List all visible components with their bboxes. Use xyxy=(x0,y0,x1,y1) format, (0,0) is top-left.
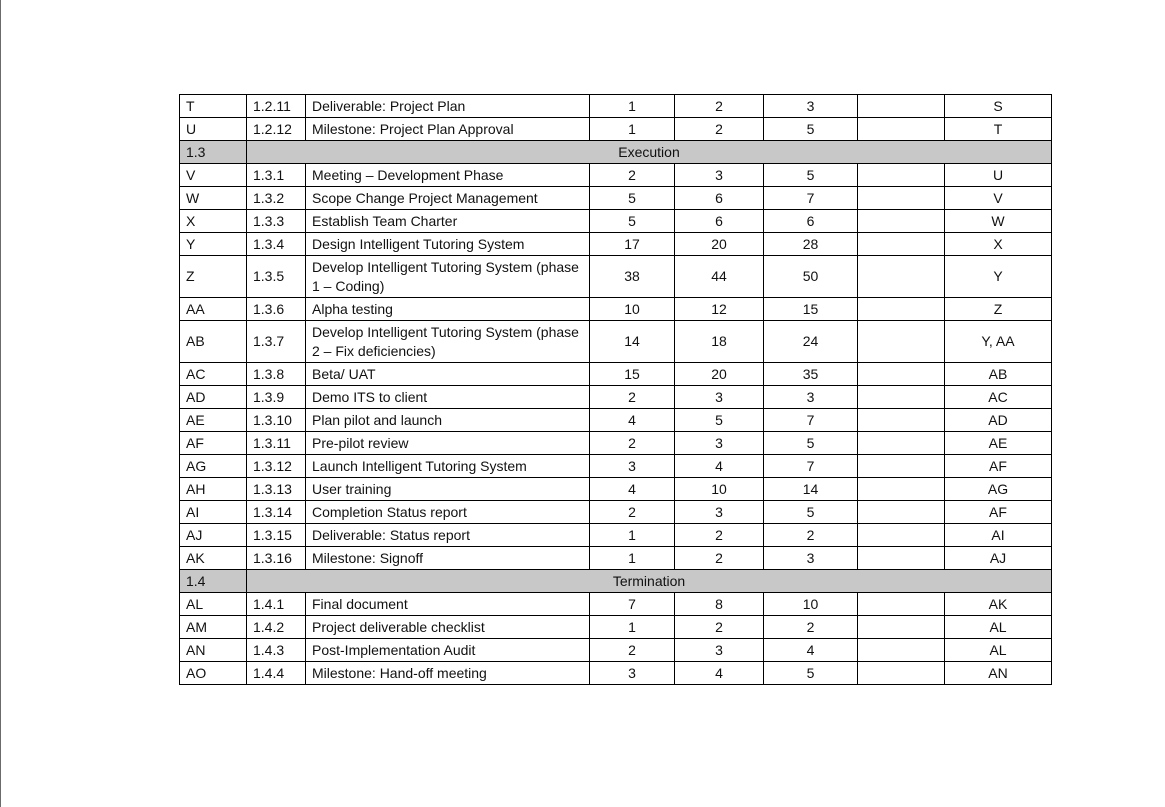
predecessor-cell: W xyxy=(945,210,1052,233)
expected-cell xyxy=(858,409,945,432)
optimistic-cell: 4 xyxy=(590,478,675,501)
table-row xyxy=(180,501,1052,524)
most-likely-cell: 12 xyxy=(675,298,764,321)
most-likely-cell: 2 xyxy=(675,95,764,118)
pessimistic-cell: 2 xyxy=(764,524,858,547)
optimistic-cell: 4 xyxy=(590,409,675,432)
wbs-cell: 1.3.15 xyxy=(247,524,306,547)
activity-cell: AI xyxy=(180,501,247,524)
wbs-cell: 1.3.13 xyxy=(247,478,306,501)
most-likely-cell: 8 xyxy=(675,593,764,616)
task-name-cell: Milestone: Signoff xyxy=(306,547,590,570)
expected-cell xyxy=(858,298,945,321)
predecessor-cell: AL xyxy=(945,616,1052,639)
schedule-table-body xyxy=(180,95,1052,685)
phase-title-cell: Termination xyxy=(247,570,1052,593)
activity-cell: AB xyxy=(180,321,247,363)
task-name-cell: Alpha testing xyxy=(306,298,590,321)
wbs-cell: 1.3.4 xyxy=(247,233,306,256)
optimistic-cell: 2 xyxy=(590,164,675,187)
activity-cell: AH xyxy=(180,478,247,501)
wbs-cell: 1.3.7 xyxy=(247,321,306,363)
predecessor-cell: T xyxy=(945,118,1052,141)
optimistic-cell: 2 xyxy=(590,639,675,662)
table-row xyxy=(180,363,1052,386)
phase-wbs-cell: 1.3 xyxy=(180,141,247,164)
optimistic-cell: 2 xyxy=(590,386,675,409)
pessimistic-cell: 6 xyxy=(764,210,858,233)
most-likely-cell: 2 xyxy=(675,616,764,639)
activity-cell: W xyxy=(180,187,247,210)
phase-row xyxy=(180,141,1052,164)
most-likely-cell: 6 xyxy=(675,187,764,210)
predecessor-cell: Y, AA xyxy=(945,321,1052,363)
expected-cell xyxy=(858,187,945,210)
most-likely-cell: 3 xyxy=(675,501,764,524)
task-name-cell: Pre-pilot review xyxy=(306,432,590,455)
expected-cell xyxy=(858,164,945,187)
table-row xyxy=(180,547,1052,570)
most-likely-cell: 20 xyxy=(675,233,764,256)
most-likely-cell: 3 xyxy=(675,432,764,455)
pessimistic-cell: 5 xyxy=(764,662,858,685)
predecessor-cell: AF xyxy=(945,455,1052,478)
task-name-cell: Completion Status report xyxy=(306,501,590,524)
predecessor-cell: AI xyxy=(945,524,1052,547)
expected-cell xyxy=(858,639,945,662)
predecessor-cell: AF xyxy=(945,501,1052,524)
expected-cell xyxy=(858,593,945,616)
optimistic-cell: 1 xyxy=(590,95,675,118)
wbs-cell: 1.2.12 xyxy=(247,118,306,141)
most-likely-cell: 2 xyxy=(675,524,764,547)
task-name-cell: Final document xyxy=(306,593,590,616)
optimistic-cell: 1 xyxy=(590,547,675,570)
expected-cell xyxy=(858,524,945,547)
optimistic-cell: 3 xyxy=(590,455,675,478)
pessimistic-cell: 3 xyxy=(764,386,858,409)
pessimistic-cell: 2 xyxy=(764,616,858,639)
activity-cell: AF xyxy=(180,432,247,455)
predecessor-cell: AG xyxy=(945,478,1052,501)
table-row xyxy=(180,616,1052,639)
wbs-cell: 1.3.11 xyxy=(247,432,306,455)
activity-cell: AJ xyxy=(180,524,247,547)
most-likely-cell: 10 xyxy=(675,478,764,501)
most-likely-cell: 2 xyxy=(675,547,764,570)
table-row xyxy=(180,164,1052,187)
predecessor-cell: AC xyxy=(945,386,1052,409)
table-row xyxy=(180,432,1052,455)
wbs-cell: 1.4.2 xyxy=(247,616,306,639)
pessimistic-cell: 3 xyxy=(764,547,858,570)
pessimistic-cell: 5 xyxy=(764,164,858,187)
pessimistic-cell: 5 xyxy=(764,432,858,455)
table-row xyxy=(180,298,1052,321)
wbs-cell: 1.3.2 xyxy=(247,187,306,210)
predecessor-cell: AJ xyxy=(945,547,1052,570)
activity-cell: AL xyxy=(180,593,247,616)
wbs-cell: 1.4.3 xyxy=(247,639,306,662)
activity-cell: AM xyxy=(180,616,247,639)
activity-cell: AN xyxy=(180,639,247,662)
optimistic-cell: 5 xyxy=(590,187,675,210)
schedule-table xyxy=(179,94,1052,685)
activity-cell: X xyxy=(180,210,247,233)
task-name-cell: Develop Intelligent Tutoring System (phase 1 – Coding) xyxy=(306,256,590,298)
task-name-cell: Design Intelligent Tutoring System xyxy=(306,233,590,256)
wbs-cell: 1.3.5 xyxy=(247,256,306,298)
activity-cell: Z xyxy=(180,256,247,298)
task-name-cell: Beta/ UAT xyxy=(306,363,590,386)
most-likely-cell: 6 xyxy=(675,210,764,233)
wbs-cell: 1.3.9 xyxy=(247,386,306,409)
optimistic-cell: 15 xyxy=(590,363,675,386)
predecessor-cell: AD xyxy=(945,409,1052,432)
expected-cell xyxy=(858,233,945,256)
wbs-cell: 1.3.16 xyxy=(247,547,306,570)
optimistic-cell: 3 xyxy=(590,662,675,685)
table-row xyxy=(180,95,1052,118)
table-row xyxy=(180,187,1052,210)
optimistic-cell: 10 xyxy=(590,298,675,321)
predecessor-cell: X xyxy=(945,233,1052,256)
predecessor-cell: Y xyxy=(945,256,1052,298)
activity-cell: T xyxy=(180,95,247,118)
expected-cell xyxy=(858,386,945,409)
expected-cell xyxy=(858,321,945,363)
predecessor-cell: S xyxy=(945,95,1052,118)
table-row xyxy=(180,593,1052,616)
predecessor-cell: AN xyxy=(945,662,1052,685)
expected-cell xyxy=(858,662,945,685)
expected-cell xyxy=(858,95,945,118)
task-name-cell: Milestone: Project Plan Approval xyxy=(306,118,590,141)
table-row xyxy=(180,210,1052,233)
phase-title-cell: Execution xyxy=(247,141,1052,164)
optimistic-cell: 2 xyxy=(590,432,675,455)
wbs-cell: 1.3.3 xyxy=(247,210,306,233)
predecessor-cell: AK xyxy=(945,593,1052,616)
wbs-cell: 1.3.6 xyxy=(247,298,306,321)
task-name-cell: Deliverable: Project Plan xyxy=(306,95,590,118)
most-likely-cell: 3 xyxy=(675,386,764,409)
activity-cell: AD xyxy=(180,386,247,409)
table-row xyxy=(180,478,1052,501)
task-name-cell: Launch Intelligent Tutoring System xyxy=(306,455,590,478)
optimistic-cell: 17 xyxy=(590,233,675,256)
most-likely-cell: 5 xyxy=(675,409,764,432)
task-name-cell: Post-Implementation Audit xyxy=(306,639,590,662)
task-name-cell: Demo ITS to client xyxy=(306,386,590,409)
table-row xyxy=(180,524,1052,547)
predecessor-cell: AB xyxy=(945,363,1052,386)
task-name-cell: User training xyxy=(306,478,590,501)
table-row xyxy=(180,118,1052,141)
activity-cell: V xyxy=(180,164,247,187)
optimistic-cell: 2 xyxy=(590,501,675,524)
pessimistic-cell: 35 xyxy=(764,363,858,386)
table-row xyxy=(180,455,1052,478)
table-row xyxy=(180,409,1052,432)
task-name-cell: Deliverable: Status report xyxy=(306,524,590,547)
task-name-cell: Meeting – Development Phase xyxy=(306,164,590,187)
wbs-cell: 1.2.11 xyxy=(247,95,306,118)
wbs-cell: 1.4.4 xyxy=(247,662,306,685)
predecessor-cell: AE xyxy=(945,432,1052,455)
optimistic-cell: 1 xyxy=(590,118,675,141)
pessimistic-cell: 50 xyxy=(764,256,858,298)
most-likely-cell: 4 xyxy=(675,455,764,478)
page-left-edge xyxy=(0,0,1,807)
expected-cell xyxy=(858,256,945,298)
activity-cell: AG xyxy=(180,455,247,478)
pessimistic-cell: 5 xyxy=(764,118,858,141)
most-likely-cell: 3 xyxy=(675,164,764,187)
expected-cell xyxy=(858,455,945,478)
most-likely-cell: 3 xyxy=(675,639,764,662)
activity-cell: U xyxy=(180,118,247,141)
activity-cell: AK xyxy=(180,547,247,570)
most-likely-cell: 20 xyxy=(675,363,764,386)
optimistic-cell: 5 xyxy=(590,210,675,233)
activity-cell: AA xyxy=(180,298,247,321)
task-name-cell: Milestone: Hand-off meeting xyxy=(306,662,590,685)
expected-cell xyxy=(858,478,945,501)
wbs-cell: 1.3.8 xyxy=(247,363,306,386)
most-likely-cell: 44 xyxy=(675,256,764,298)
pessimistic-cell: 7 xyxy=(764,455,858,478)
expected-cell xyxy=(858,118,945,141)
phase-row xyxy=(180,570,1052,593)
optimistic-cell: 7 xyxy=(590,593,675,616)
table-row xyxy=(180,639,1052,662)
predecessor-cell: Z xyxy=(945,298,1052,321)
task-name-cell: Scope Change Project Management xyxy=(306,187,590,210)
expected-cell xyxy=(858,616,945,639)
expected-cell xyxy=(858,210,945,233)
optimistic-cell: 14 xyxy=(590,321,675,363)
phase-wbs-cell: 1.4 xyxy=(180,570,247,593)
activity-cell: AE xyxy=(180,409,247,432)
table-row xyxy=(180,386,1052,409)
pessimistic-cell: 15 xyxy=(764,298,858,321)
most-likely-cell: 18 xyxy=(675,321,764,363)
pessimistic-cell: 5 xyxy=(764,501,858,524)
expected-cell xyxy=(858,547,945,570)
pessimistic-cell: 10 xyxy=(764,593,858,616)
predecessor-cell: AL xyxy=(945,639,1052,662)
predecessor-cell: U xyxy=(945,164,1052,187)
predecessor-cell: V xyxy=(945,187,1052,210)
wbs-cell: 1.3.10 xyxy=(247,409,306,432)
activity-cell: Y xyxy=(180,233,247,256)
pessimistic-cell: 14 xyxy=(764,478,858,501)
task-name-cell: Develop Intelligent Tutoring System (phase 2 – Fix deficiencies) xyxy=(306,321,590,363)
table-row xyxy=(180,321,1052,363)
most-likely-cell: 2 xyxy=(675,118,764,141)
table-row xyxy=(180,662,1052,685)
wbs-cell: 1.3.1 xyxy=(247,164,306,187)
optimistic-cell: 1 xyxy=(590,616,675,639)
pessimistic-cell: 24 xyxy=(764,321,858,363)
pessimistic-cell: 3 xyxy=(764,95,858,118)
task-name-cell: Establish Team Charter xyxy=(306,210,590,233)
task-name-cell: Project deliverable checklist xyxy=(306,616,590,639)
table-row xyxy=(180,233,1052,256)
table-row xyxy=(180,256,1052,298)
pessimistic-cell: 4 xyxy=(764,639,858,662)
task-name-cell: Plan pilot and launch xyxy=(306,409,590,432)
wbs-cell: 1.3.12 xyxy=(247,455,306,478)
expected-cell xyxy=(858,432,945,455)
wbs-cell: 1.3.14 xyxy=(247,501,306,524)
wbs-cell: 1.4.1 xyxy=(247,593,306,616)
most-likely-cell: 4 xyxy=(675,662,764,685)
pessimistic-cell: 7 xyxy=(764,409,858,432)
activity-cell: AC xyxy=(180,363,247,386)
pessimistic-cell: 7 xyxy=(764,187,858,210)
optimistic-cell: 38 xyxy=(590,256,675,298)
expected-cell xyxy=(858,501,945,524)
expected-cell xyxy=(858,363,945,386)
pessimistic-cell: 28 xyxy=(764,233,858,256)
activity-cell: AO xyxy=(180,662,247,685)
optimistic-cell: 1 xyxy=(590,524,675,547)
